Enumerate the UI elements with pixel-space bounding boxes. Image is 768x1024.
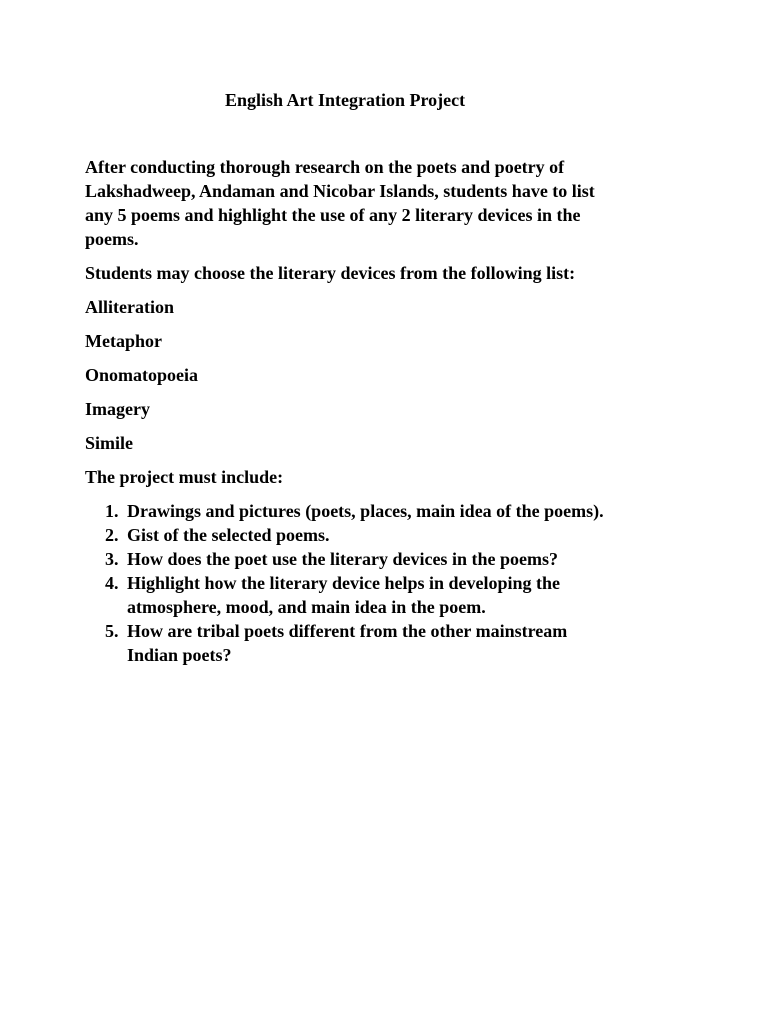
device-item: Onomatopoeia — [85, 365, 199, 385]
include-heading: The project must include: — [85, 467, 284, 487]
requirement-number: 4. — [105, 573, 119, 593]
intro-paragraph: After conducting thorough research on the poets and poetry of Lakshadweep, Andaman and Nicobar Islands, students have to list any 5 poems and highlight the use of any 2 literary devices in the poems. — [85, 157, 595, 249]
requirement-text: Highlight how the literary device helps in developing the atmosphere, mood, and main idea in the poem. — [127, 573, 561, 617]
requirement-text: How does the poet use the literary devices in the poems? — [127, 549, 558, 569]
device-item: Metaphor — [85, 331, 162, 351]
device-item: Simile — [85, 433, 133, 453]
requirements-list — [85, 499, 615, 667]
requirement-number: 3. — [105, 549, 119, 569]
device-item: Imagery — [85, 399, 150, 419]
document-body — [85, 155, 615, 667]
literary-devices-list — [85, 295, 615, 455]
requirement-number: 2. — [105, 525, 119, 545]
choose-devices-text: Students may choose the literary devices from the following list: — [85, 263, 576, 283]
requirement-item — [85, 571, 615, 619]
requirement-item — [85, 499, 615, 523]
requirement-number: 1. — [105, 501, 119, 521]
requirement-number: 5. — [105, 621, 119, 641]
requirement-text: Gist of the selected poems. — [127, 525, 330, 545]
requirement-text: Drawings and pictures (poets, places, main idea of the poems). — [127, 501, 604, 521]
requirement-text: How are tribal poets different from the other mainstream Indian poets? — [127, 621, 568, 665]
requirement-item — [85, 547, 615, 571]
requirement-item — [85, 619, 615, 667]
requirement-item — [85, 523, 615, 547]
document-title: English Art Integration Project — [225, 90, 466, 110]
device-item: Alliteration — [85, 297, 174, 317]
